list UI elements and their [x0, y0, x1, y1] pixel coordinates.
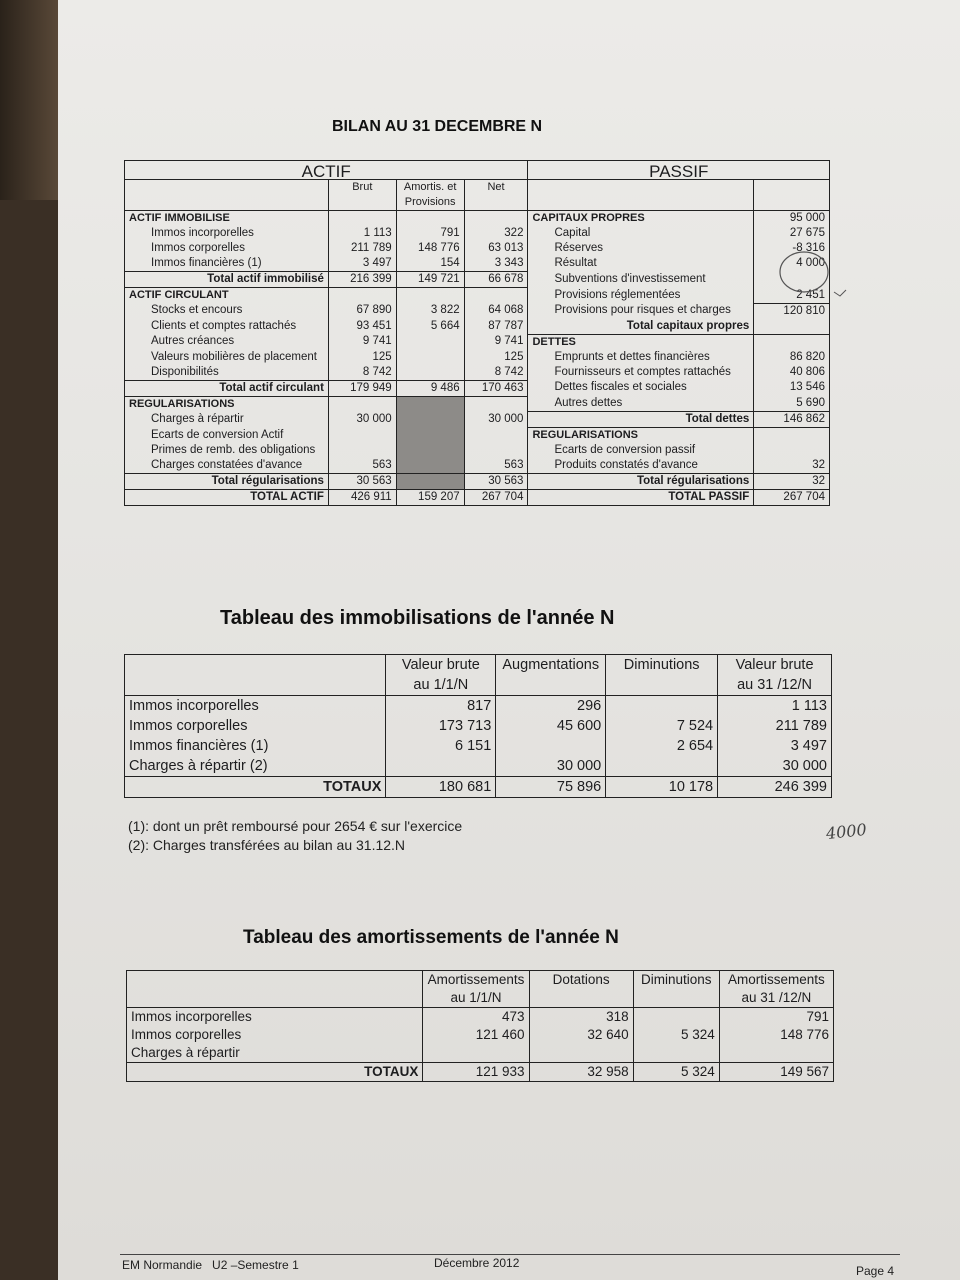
footer-left: EM Normandie U2 –Semestre 1 [122, 1258, 299, 1272]
cell: 2 654 [606, 736, 718, 756]
table-row [125, 443, 830, 458]
table-row [125, 736, 832, 756]
amort-table [126, 970, 834, 1082]
immo-title: Tableau des immobilisations de l'année N [220, 607, 615, 629]
col-amort [396, 180, 464, 211]
cell: 1 113 [718, 696, 832, 717]
cell: -8 316 [754, 241, 830, 256]
row-label: Subventions d'investissement [528, 272, 754, 288]
table-row [127, 1044, 834, 1063]
row-label: Clients et comptes rattachés [125, 319, 329, 335]
col-header: Diminutions [606, 655, 718, 696]
cell: 64 068 [464, 303, 528, 319]
cell: 3 497 [718, 736, 832, 756]
cell: 246 399 [718, 777, 832, 798]
col-header [719, 971, 833, 1008]
immo-table [124, 654, 832, 798]
table-row [125, 241, 830, 256]
cell: 8 742 [464, 365, 528, 381]
row-label: Dettes fiscales et sociales [528, 380, 754, 396]
col-header-line: Amortissements [427, 972, 525, 987]
col-header: Augmentations [496, 655, 606, 696]
cell: 8 742 [328, 365, 396, 381]
cell: 267 704 [464, 490, 528, 506]
row-label: Immos incorporelles [125, 226, 329, 241]
cell: 32 640 [529, 1026, 633, 1044]
totals-row [125, 777, 832, 798]
cell [496, 736, 606, 756]
table-row [125, 412, 830, 428]
row-label: Emprunts et dettes financières [528, 350, 754, 365]
table-row [125, 716, 832, 736]
amort-header-row [127, 971, 834, 1008]
immo-header-row [125, 655, 832, 696]
section-label: ACTIF CIRCULANT [125, 288, 329, 304]
cell [633, 1044, 719, 1063]
col-amort-line2: Provisions [404, 196, 456, 208]
table-row [125, 350, 830, 365]
row-label: Résultat [528, 256, 754, 272]
cell: 120 810 [754, 303, 830, 319]
table-row [125, 226, 830, 241]
col-header-line: Valeur brute [735, 657, 814, 673]
cell: 296 [496, 696, 606, 717]
cell: 10 178 [606, 777, 718, 798]
total-label: TOTAUX [125, 777, 386, 798]
cell: 6 151 [386, 736, 496, 756]
cell: 211 789 [718, 716, 832, 736]
tick-mark [834, 290, 846, 296]
section-label: REGULARISATIONS [528, 428, 754, 444]
row-label: Capital [528, 226, 754, 241]
cell: 75 896 [496, 777, 606, 798]
cell: 5 664 [396, 319, 464, 335]
cell: 1 113 [328, 226, 396, 241]
row-label: Provisions pour risques et charges [528, 303, 754, 319]
table-row [125, 474, 830, 490]
shaded-cell [396, 458, 464, 474]
footer-rule [120, 1254, 900, 1255]
total-label: Total actif circulant [125, 380, 329, 396]
table-row [125, 288, 830, 304]
total-label: Total capitaux propres [528, 319, 754, 335]
row-label: Produits constatés d'avance [528, 458, 754, 474]
table-row [125, 396, 830, 412]
shaded-cell [396, 474, 464, 490]
row-label: Immos corporelles [125, 716, 386, 736]
cell: 473 [423, 1008, 529, 1027]
cell: 211 789 [328, 241, 396, 256]
cell: 87 787 [464, 319, 528, 335]
row-label: Immos incorporelles [125, 696, 386, 717]
cell [529, 1044, 633, 1063]
cell: 40 806 [754, 365, 830, 381]
totals-row [127, 1063, 834, 1082]
cell [633, 1008, 719, 1027]
cell: 4 000 [754, 256, 830, 272]
row-label: Autres créances [125, 334, 329, 350]
table-row [125, 303, 830, 319]
cell: 93 451 [328, 319, 396, 335]
cell [719, 1044, 833, 1063]
cell: 180 681 [386, 777, 496, 798]
cell: 66 678 [464, 272, 528, 288]
row-label: Primes de remb. des obligations [125, 443, 329, 458]
row-label: Stocks et encours [125, 303, 329, 319]
total-label: TOTAL ACTIF [125, 490, 329, 506]
page-edge [0, 0, 60, 200]
cell [606, 756, 718, 777]
col-header-line: Amortissements [728, 972, 825, 987]
row-label: Immos financières (1) [125, 256, 329, 272]
cell: 13 546 [754, 380, 830, 396]
cell: 817 [386, 696, 496, 717]
cell: 27 675 [754, 226, 830, 241]
cell: 146 862 [754, 412, 830, 428]
row-label: Charges constatées d'avance [125, 458, 329, 474]
circle-mark [780, 252, 828, 292]
cell: 3 497 [328, 256, 396, 272]
actif-header: ACTIF [125, 161, 528, 180]
cell: 426 911 [328, 490, 396, 506]
cell: 125 [328, 350, 396, 365]
table-row [125, 490, 830, 506]
cell: 30 000 [464, 412, 528, 428]
cell: 173 713 [386, 716, 496, 736]
col-header-line: Valeur brute [401, 657, 480, 673]
col-header [423, 971, 529, 1008]
row-label: Ecarts de conversion passif [528, 443, 754, 458]
row-label: Ecarts de conversion Actif [125, 428, 329, 444]
table-row [125, 756, 832, 777]
row-label: Disponibilités [125, 365, 329, 381]
row-label: Provisions réglementées [528, 288, 754, 304]
handwritten-circle [774, 244, 854, 304]
section-label: DETTES [528, 334, 754, 350]
cell: 149 567 [719, 1063, 833, 1082]
table-row [125, 458, 830, 474]
bilan-title: BILAN AU 31 DECEMBRE N [332, 118, 543, 135]
cell: 148 776 [396, 241, 464, 256]
cell: 3 343 [464, 256, 528, 272]
cell: 154 [396, 256, 464, 272]
footnote-1: (1): dont un prêt remboursé pour 2654 € sur l'exercice [128, 818, 463, 834]
table-row [125, 211, 830, 227]
table-row [125, 272, 830, 288]
cell [423, 1044, 529, 1063]
bilan-table [124, 160, 830, 506]
cell: 322 [464, 226, 528, 241]
cell: 216 399 [328, 272, 396, 288]
cell [606, 696, 718, 717]
cell: 563 [328, 458, 396, 474]
cell: 3 822 [396, 303, 464, 319]
table-row [125, 256, 830, 272]
row-label: Charges à répartir [127, 1044, 423, 1063]
cell: 30 000 [496, 756, 606, 777]
row-label: Immos financières (1) [125, 736, 386, 756]
cell: 32 958 [529, 1063, 633, 1082]
cell: 32 [754, 474, 830, 490]
col-amort-line1: Amortis. et [403, 181, 457, 193]
bilan-header-row [125, 161, 830, 180]
footer-page: Page 4 [856, 1264, 895, 1278]
col-brut: Brut [328, 180, 396, 211]
table-row [125, 319, 830, 335]
total-label: TOTAL PASSIF [528, 490, 754, 506]
table-row [125, 365, 830, 381]
col-header: Diminutions [633, 971, 719, 1008]
row-label: Fournisseurs et comptes rattachés [528, 365, 754, 381]
col-header-line: au 1/1/N [413, 677, 469, 693]
cell: 9 741 [464, 334, 528, 350]
cell: 159 207 [396, 490, 464, 506]
row-label: Immos corporelles [125, 241, 329, 256]
cell: 9 741 [328, 334, 396, 350]
cell: 791 [719, 1008, 833, 1027]
cell: 121 933 [423, 1063, 529, 1082]
col-header [386, 655, 496, 696]
total-label: Total régularisations [125, 474, 329, 490]
cell: 67 890 [328, 303, 396, 319]
section-label: REGULARISATIONS [125, 396, 329, 412]
cell: 63 013 [464, 241, 528, 256]
cell: 45 600 [496, 716, 606, 736]
cell: 148 776 [719, 1026, 833, 1044]
cell: 9 486 [396, 380, 464, 396]
total-label: Total actif immobilisé [125, 272, 329, 288]
table-row [125, 696, 832, 717]
cell: 5 324 [633, 1063, 719, 1082]
table-row [127, 1026, 834, 1044]
col-header-line: au 1/1/N [450, 990, 502, 1005]
cell: 791 [396, 226, 464, 241]
cell: 563 [464, 458, 528, 474]
row-label: Immos incorporelles [127, 1008, 423, 1027]
total-label: Total régularisations [528, 474, 754, 490]
row-label: Valeurs mobilières de placement [125, 350, 329, 365]
col-net: Net [464, 180, 528, 211]
cell: 149 721 [396, 272, 464, 288]
col-header-line: au 31 /12/N [741, 990, 812, 1005]
total-label: TOTAUX [127, 1063, 423, 1082]
handwritten-note: 4000 [825, 819, 868, 844]
col-header: Dotations [529, 971, 633, 1008]
row-label: Immos corporelles [127, 1026, 423, 1044]
cell: 179 949 [328, 380, 396, 396]
cell: 30 000 [328, 412, 396, 428]
cell: 5 690 [754, 396, 830, 412]
cell: 125 [464, 350, 528, 365]
section-label: CAPITAUX PROPRES [528, 211, 754, 227]
table-row [125, 334, 830, 350]
cell: 30 563 [328, 474, 396, 490]
table-row [127, 1008, 834, 1027]
footnote-2: (2): Charges transférées au bilan au 31.12.N [128, 837, 406, 853]
footer-center: Décembre 2012 [434, 1256, 520, 1270]
cell: 267 704 [754, 490, 830, 506]
total-label: Total dettes [528, 412, 754, 428]
passif-header: PASSIF [528, 161, 830, 180]
col-header-line: au 31 /12/N [737, 677, 813, 693]
cell [386, 756, 496, 777]
cell: 30 000 [718, 756, 832, 777]
table-row [125, 380, 830, 396]
shaded-cell [396, 396, 464, 458]
table-row [125, 428, 830, 444]
cell: 170 463 [464, 380, 528, 396]
cell: 30 563 [464, 474, 528, 490]
cell: 7 524 [606, 716, 718, 736]
row-label: Autres dettes [528, 396, 754, 412]
bilan-subheader-row [125, 180, 830, 211]
row-label: Charges à répartir (2) [125, 756, 386, 777]
cell: 121 460 [423, 1026, 529, 1044]
cell: 5 324 [633, 1026, 719, 1044]
cell: 86 820 [754, 350, 830, 365]
col-header [718, 655, 832, 696]
cell: 95 000 [754, 211, 830, 227]
row-label: Réserves [528, 241, 754, 256]
cell: 318 [529, 1008, 633, 1027]
amort-title: Tableau des amortissements de l'année N [243, 927, 619, 948]
cell: 32 [754, 458, 830, 474]
row-label: Charges à répartir [125, 412, 329, 428]
section-label: ACTIF IMMOBILISE [125, 211, 329, 227]
cell: 2 451 [754, 288, 830, 304]
